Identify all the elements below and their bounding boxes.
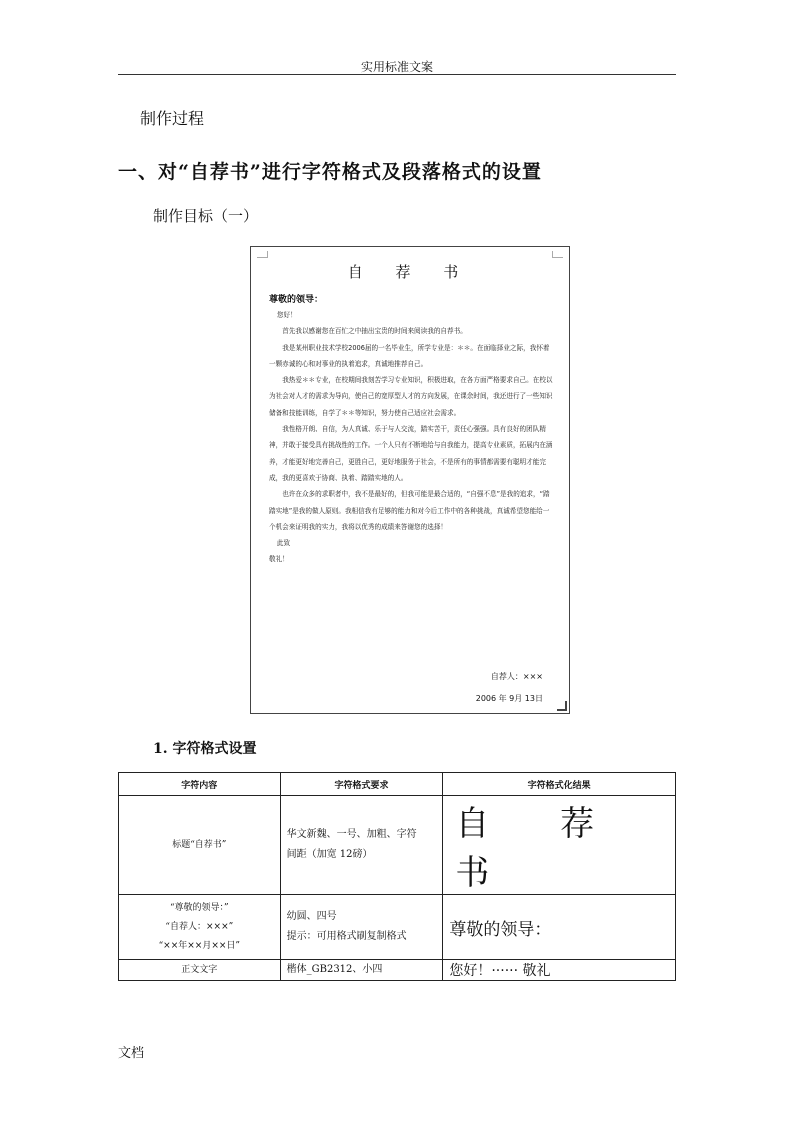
cell-text: 幼圆、四号: [286, 911, 337, 922]
table-row: [119, 960, 676, 981]
cell-text: 提示：可用格式刷复制格式: [286, 931, 407, 942]
heading-section: 一、对“自荐书”进行字符格式及段落格式的设置: [118, 161, 542, 183]
sample-paragraph: 您好！: [276, 311, 297, 319]
table-cell: 自 荐 书: [443, 796, 676, 895]
sample-paragraph: 我是某州职业技术学校2006届的一名毕业生，所学专业是：＊＊。在面临择业之际，我怀着一颗赤诚的心和对事业的执着追求，真诚地推荐自己。: [269, 343, 550, 368]
cell-text: 华文新魏、一号、加粗、字符: [286, 829, 417, 840]
table-cell: [280, 796, 443, 895]
table-row: [119, 895, 676, 960]
table-cell: 您好！······ 敬礼: [443, 960, 676, 981]
cell-text: 间距（加宽 12磅）: [286, 849, 373, 860]
sample-document-image: [250, 246, 570, 714]
table-cell: [119, 960, 281, 981]
table-header-row: [119, 773, 676, 796]
sample-date: 2006 年 9月 13日: [475, 694, 543, 703]
table-cell: [280, 895, 443, 960]
cell-text: “自荐人：×××”: [165, 921, 234, 932]
table-cell: 尊敬的领导：: [443, 895, 676, 960]
margin-mark: [552, 251, 563, 258]
cell-text: 楷体_GB2312、小四: [286, 964, 383, 975]
heading-char-format: 1. 字符格式设置: [153, 741, 257, 757]
cell-text: “尊敬的领导：”: [169, 902, 229, 913]
sample-signer: 自荐人：×××: [490, 672, 543, 681]
sample-paragraph: 我性格开朗、自信，为人真诚、乐于与人交流，踏实苦干，责任心强强。具有良好的团队精神，并敢于接受具有挑战性的工作。一个人只有不断地给与自我能力，提高专业素质，拓展内在涵养，才能更好地完善自己，更胜自己，更好地服务于社会，不是所有的事情都需要有聪明才能完成，我的更喜欢于协商、执着、踏踏实地的人。: [269, 425, 553, 482]
cell-text: “××年××月××日”: [158, 940, 241, 951]
sample-paragraph: 敬礼！: [269, 555, 289, 564]
cell-text: 标题“自荐书”: [172, 839, 227, 850]
cell-text: 正文文字: [181, 964, 218, 975]
header-rule: [118, 74, 676, 75]
sample-paragraph: 首先我以感谢您在百忙之中抽出宝贵的时间来阅读我的自荐书。: [282, 327, 467, 336]
sample-title: 自 荐 书: [347, 263, 473, 281]
sample-paragraph: 也许在众多的求职者中，我不是最好的，但我可能是最合适的，“自强不息”是我的追求，“踏踏实地”是我的做人原则。我相信我有足够的能力和对今后工作中的各种挑战，真诚希望您能给一个机会来证明我的实力，我将以优秀的成绩来答谢您的选择！: [269, 490, 550, 531]
sample-paragraph: 此致: [276, 539, 291, 548]
format-table: [118, 772, 676, 981]
table-cell: [280, 960, 443, 981]
page-footer: 文档: [118, 1046, 145, 1061]
table-cell: [119, 796, 281, 895]
margin-mark: [257, 251, 268, 258]
heading-process: 制作过程: [140, 109, 205, 128]
sample-body: [269, 307, 553, 568]
sample-greeting: 尊敬的领导：: [269, 295, 324, 305]
table-row: [119, 796, 676, 895]
sample-paragraph: 我热爱＊＊专业，在校期间我刻苦学习专业知识，积极进取，在各方面严格要求自己。在校以为社会对人才的需求为导向，使自己的宽厚型人才的方向发展，在课余时间，我还进行了一些知识储备和技能训练，自学了＊＊等知识，努力使自己适应社会需求。: [269, 376, 553, 417]
table-header: 字符格式化结果: [443, 773, 676, 796]
table-header: 字符格式要求: [280, 773, 443, 796]
table-header: 字符内容: [119, 773, 281, 796]
table-cell: [119, 895, 281, 960]
heading-goal: 制作目标（一）: [153, 207, 259, 225]
page-header: 实用标准文案: [360, 60, 433, 74]
margin-mark: [557, 701, 567, 711]
